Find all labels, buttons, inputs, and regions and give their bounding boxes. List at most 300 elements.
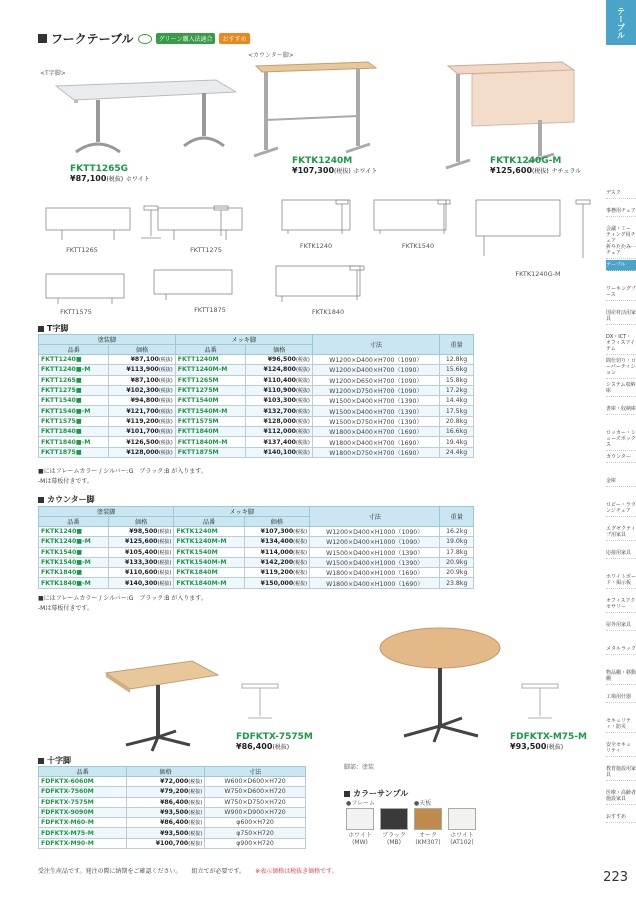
size-cell: W1800×D400×H1000（1690）: [310, 568, 440, 578]
column-header: 重量: [440, 507, 474, 527]
column-header: 寸法: [312, 335, 439, 355]
table-row: [39, 527, 474, 537]
model-cell: FKTK1240M-M: [174, 537, 244, 547]
model-cell: FDFKTX-M75-M: [39, 828, 127, 838]
price-value: ¥103,300: [263, 397, 296, 405]
table-row: [39, 427, 474, 437]
product-fktt1265g: [70, 164, 150, 183]
size-cell: W1500×D400×H1000（1390）: [310, 557, 440, 567]
table-row: [39, 787, 306, 797]
weight-cell: 24.4kg: [440, 447, 474, 457]
price-cell: [127, 828, 205, 838]
model-cell: FKTK1540M-M: [174, 557, 244, 567]
model-cell: FKTT1275M: [175, 385, 246, 395]
weight-cell: 20.9kg: [440, 557, 474, 567]
cross-leg-spec-table: [38, 766, 306, 849]
tax-label: (税抜): [158, 449, 173, 456]
price-value: ¥96,500: [267, 356, 296, 364]
counter-leg-spec-table: [38, 506, 474, 589]
weight-cell: 17.5kg: [440, 406, 474, 416]
column-header: 品番: [175, 345, 246, 355]
model-cell: FKTT1240■-M: [39, 365, 109, 375]
price-cell: [127, 807, 205, 817]
swatch-name: ホワイト: [348, 832, 372, 839]
price-value: ¥107,300: [260, 528, 294, 536]
model-cell: FKTT1240M: [175, 355, 246, 365]
price-cell: [108, 557, 173, 567]
swatch-name: ブラック: [382, 832, 406, 839]
size-cell: W1800×D400×H700（1690）: [312, 437, 439, 447]
product-fktk1240g-m: [490, 156, 581, 175]
price-cell: [108, 578, 173, 588]
diagram-label: FKTT1575: [60, 308, 92, 316]
model-cell: FKTK1840M-M: [174, 578, 244, 588]
table-row: [39, 416, 474, 426]
price-value: ¥140,100: [263, 448, 296, 456]
counter-leg-table-image: [250, 58, 380, 163]
sidebar-item[interactable]: 物品棚・移動棚: [606, 668, 636, 685]
price-cell: [109, 437, 175, 447]
price-value: ¥72,000: [160, 778, 189, 786]
recommend-badge: おすすめ: [219, 33, 249, 44]
price-cell: [246, 427, 312, 437]
tax-label: (税抜): [293, 570, 308, 577]
sidebar-item[interactable]: 医療・高齢者施設家具: [606, 788, 636, 805]
tax-label: (税抜): [157, 560, 172, 567]
product-price: ¥93,500: [510, 742, 547, 751]
diagram-label: FKTT1275: [190, 246, 222, 254]
price-cell: [246, 396, 312, 406]
tax-label: (税抜): [546, 744, 564, 751]
tax-label: (税抜): [293, 529, 308, 536]
column-header: 価格: [108, 517, 173, 527]
table-row: [39, 375, 474, 385]
table-row: [39, 365, 474, 375]
section-cross-leg: 十字脚: [38, 755, 71, 766]
column-header: 品番: [39, 517, 109, 527]
size-cell: W1800×D400×H700（1690）: [312, 427, 439, 437]
price-cell: [109, 375, 175, 385]
group-header: 塗装脚: [39, 507, 174, 517]
column-header: 重量: [440, 335, 474, 355]
tax-label: (税抜): [157, 580, 172, 587]
model-cell: FKTT1840M-M: [175, 437, 246, 447]
product-color: ホワイト: [125, 176, 150, 183]
table-row: [39, 406, 474, 416]
column-header: 寸法: [310, 507, 440, 527]
t-table-note-1: ■にはフレームカラー / シルバー:G ブラック:B が入ります。: [38, 468, 207, 475]
sidebar-item[interactable]: デスク: [606, 188, 636, 199]
product-price: ¥87,100: [70, 174, 107, 183]
model-cell: FKTT1875■: [39, 447, 109, 457]
price-value: ¥93,500: [160, 809, 189, 817]
tax-label: (税抜): [188, 799, 203, 806]
sidebar-current-tab[interactable]: テーブル: [606, 0, 636, 45]
table-row: [39, 355, 474, 365]
tax-label: (税抜): [157, 549, 172, 556]
sidebar-item[interactable]: おすすめ: [606, 812, 636, 823]
tax-label: (税抜): [295, 398, 310, 405]
sidebar-item[interactable]: メタルラック: [606, 644, 636, 655]
sidebar-item[interactable]: 安全セキュリティ: [606, 740, 636, 757]
product-fdfktx-7575m: [236, 732, 313, 751]
diagram-label: FKTK1240: [299, 242, 333, 250]
size-cell: W900×D900×H720: [205, 807, 306, 817]
weight-cell: 19.4kg: [440, 437, 474, 447]
price-value: ¥101,700: [126, 428, 159, 436]
weight-cell: 15.8kg: [440, 375, 474, 385]
size-cell: W1800×D750×H700（1690）: [312, 447, 439, 457]
price-cell: [108, 527, 173, 537]
sidebar-item[interactable]: 書庫・収納庫: [606, 404, 636, 415]
product-color: ホワイト: [353, 168, 378, 175]
price-cell: [108, 547, 173, 557]
product-fktk1240m: [292, 156, 377, 175]
model-cell: FDFKTX-6060M: [39, 777, 127, 787]
sidebar-item[interactable]: ホワイトボード・掲示板: [606, 572, 636, 589]
price-cell: [246, 375, 312, 385]
table-row: [39, 396, 474, 406]
sidebar-item[interactable]: 間仕切り・ローパーティション: [606, 356, 636, 379]
model-cell: FKTK1240■-M: [39, 537, 109, 547]
price-value: ¥128,000: [126, 448, 159, 456]
price-cell: [244, 578, 309, 588]
price-value: ¥98,500: [129, 528, 158, 536]
swatch-chip: [414, 808, 442, 830]
swatch-chip: [346, 808, 374, 830]
price-cell: [109, 355, 175, 365]
table-row: [39, 777, 306, 787]
model-cell: FKTT1540M-M: [175, 406, 246, 416]
group-header: メッキ脚: [174, 507, 310, 517]
size-cell: W1200×D400×H700（1090）: [312, 365, 439, 375]
size-cell: W750×D750×H720: [205, 797, 306, 807]
price-value: ¥124,800: [263, 366, 296, 374]
price-cell: [246, 385, 312, 395]
size-cell: W1800×D400×H1000（1690）: [310, 578, 440, 588]
sidebar-item[interactable]: 屋外用家具: [606, 620, 636, 631]
table-row: [39, 385, 474, 395]
footer-notes: [38, 866, 338, 875]
tax-label: (税抜): [188, 810, 203, 817]
price-value: ¥125,600: [124, 538, 158, 546]
price-value: ¥87,100: [130, 376, 159, 384]
top-label: ●天板: [414, 800, 432, 807]
price-value: ¥94,800: [130, 397, 159, 405]
sidebar-item[interactable]: 教育施設用家具: [606, 764, 636, 781]
tax-label: (税抜): [295, 439, 310, 446]
price-value: ¥142,200: [260, 559, 294, 567]
model-cell: FKTT1240M-M: [175, 365, 246, 375]
swatch-name: オーク: [418, 832, 437, 839]
round-cross-leg-table-image: [376, 626, 506, 746]
column-header: 品番: [174, 517, 244, 527]
model-cell: FKTT1840■: [39, 427, 109, 437]
weight-cell: 16.6kg: [440, 427, 474, 437]
tax-label: (税抜): [334, 168, 351, 175]
price-value: ¥93,500: [160, 829, 189, 837]
price-value: ¥132,700: [263, 407, 296, 415]
model-cell: FKTT1275■: [39, 385, 109, 395]
section-t-leg: T字脚: [38, 323, 68, 334]
price-value: ¥79,200: [160, 788, 189, 796]
price-cell: [246, 365, 312, 375]
tax-label: (税抜): [188, 820, 203, 827]
size-cell: W1200×D400×H1000（1090）: [310, 537, 440, 547]
sidebar-item[interactable]: 金庫: [606, 476, 636, 487]
tax-label: (税抜): [295, 429, 310, 436]
product-name: FKTK1240G-M: [490, 156, 562, 166]
table-row: [39, 557, 474, 567]
tax-label: (税抜): [295, 418, 310, 425]
t-leg-table-body: [39, 355, 474, 458]
weight-cell: 15.6kg: [440, 365, 474, 375]
price-value: ¥110,900: [263, 387, 296, 395]
price-cell: [246, 406, 312, 416]
tax-label: (税抜): [158, 429, 173, 436]
table-row: [39, 547, 474, 557]
model-cell: FKTK1840M: [174, 568, 244, 578]
price-cell: [127, 797, 205, 807]
t-table-note-2: -Mは幕板付きです。: [38, 478, 93, 485]
price-cell: [127, 777, 205, 787]
color-swatch: [414, 808, 442, 846]
table-row: [39, 578, 474, 588]
price-value: ¥112,000: [263, 428, 296, 436]
square-table-plan-diagram: [236, 678, 286, 728]
leg-finish-note: 脚部：塗装: [344, 764, 375, 771]
price-cell: [244, 568, 309, 578]
model-cell: FDFKTX-9090M: [39, 807, 127, 817]
assembly-note: 組立てが必要です。: [191, 868, 246, 875]
tax-label: (税抜): [188, 830, 203, 837]
price-value: ¥128,000: [263, 417, 296, 425]
model-cell: FDFKTX-M90-M: [39, 838, 127, 848]
model-cell: FKTK1540■-M: [39, 557, 109, 567]
size-cell: W1500×D400×H700（1390）: [312, 406, 439, 416]
price-cell: [109, 427, 175, 437]
tax-label: (税抜): [157, 529, 172, 536]
color-swatch: [346, 808, 374, 846]
price-value: ¥86,400: [160, 819, 189, 827]
color-swatch: [380, 808, 408, 846]
column-header: 寸法: [205, 767, 306, 777]
tax-label: (税抜): [188, 840, 203, 847]
tax-label: (税抜): [157, 570, 172, 577]
round-table-plan-diagram: [516, 678, 566, 728]
tax-label: (税抜): [158, 377, 173, 384]
sidebar-item[interactable]: 事務用チェア: [606, 206, 636, 217]
diagram-label: FKTT1875: [194, 306, 226, 314]
sidebar-item[interactable]: システム収納庫: [606, 380, 636, 397]
product-name: FKTT1265G: [70, 164, 129, 174]
color-swatch-row: [346, 808, 476, 846]
weight-cell: 14.4kg: [440, 396, 474, 406]
t-leg-label: <T字脚>: [40, 70, 66, 77]
k-table-note-1: ■にはフレームカラー / シルバー:G ブラック:B が入ります。: [38, 595, 207, 602]
sidebar-item[interactable]: DX・ICT・オフィスアイテム: [606, 332, 636, 355]
tax-label: (税抜): [158, 439, 173, 446]
sidebar-item[interactable]: オフィスアクセサリー: [606, 596, 636, 613]
sidebar-item[interactable]: ロッカー・シューズボックス: [606, 428, 636, 451]
price-value: ¥110,400: [263, 376, 296, 384]
tax-label: (税抜): [295, 367, 310, 374]
price-cell: [109, 385, 175, 395]
tax-label: (税抜): [106, 176, 124, 183]
model-cell: FKTT1575M: [175, 416, 246, 426]
column-header: 品番: [39, 767, 127, 777]
swatch-code: (KM307): [415, 839, 441, 846]
sidebar-item[interactable]: エグゼクティブ用家具: [606, 524, 636, 541]
table-row: [39, 828, 306, 838]
model-cell: FKTK1840■-M: [39, 578, 109, 588]
product-fdfktx-m75-m: [510, 732, 587, 751]
product-price: ¥125,600: [490, 166, 533, 175]
tax-label: (税抜): [295, 449, 310, 456]
price-cell: [127, 818, 205, 828]
model-cell: FDFKTX-7575M: [39, 797, 127, 807]
price-cell: [109, 365, 175, 375]
page-header: [38, 30, 250, 47]
price-cell: [244, 527, 309, 537]
price-value: ¥121,700: [126, 407, 159, 415]
price-cell: [127, 787, 205, 797]
price-cell: [244, 537, 309, 547]
price-value: ¥102,300: [126, 387, 159, 395]
cross-leg-table-body: [39, 777, 306, 849]
sidebar-item[interactable]: カウンター: [606, 452, 636, 463]
tax-label: (税抜): [293, 539, 308, 546]
tax-label: (税抜): [158, 398, 173, 405]
model-cell: FKTT1240■: [39, 355, 109, 365]
sidebar-item[interactable]: 工場用什器: [606, 692, 636, 703]
tax-label: (税抜): [295, 388, 310, 395]
column-header: 価格: [244, 517, 309, 527]
product-name: FDFKTX-M75-M: [510, 732, 587, 742]
price-cell: [127, 838, 205, 848]
weight-cell: 17.8kg: [440, 547, 474, 557]
swatch-code: (MW): [352, 839, 368, 846]
sidebar-item[interactable]: セキュリティ・防災: [606, 716, 636, 733]
group-header: メッキ脚: [175, 335, 312, 345]
price-value: ¥114,000: [260, 548, 294, 556]
order-note: 受注生産品です。発注の際に納期をご確認ください。: [38, 868, 182, 875]
column-header: 価格: [246, 345, 312, 355]
model-cell: FDFKTX-M60-M: [39, 818, 127, 828]
product-name: FKTK1240M: [292, 156, 353, 166]
weight-cell: 20.8kg: [440, 416, 474, 426]
tax-label: (税抜): [272, 744, 290, 751]
tax-label: (税抜): [188, 789, 203, 796]
model-cell: FKTT1540■-M: [39, 406, 109, 416]
sidebar-item[interactable]: テーブル: [606, 260, 636, 271]
model-cell: FKTK1240■: [39, 527, 109, 537]
square-cross-leg-table-image: [96, 655, 226, 755]
size-cell: W1500×D750×H700（1390）: [312, 416, 439, 426]
model-cell: FKTT1575■: [39, 416, 109, 426]
price-cell: [109, 396, 175, 406]
tax-label: (税抜): [295, 408, 310, 415]
price-value: ¥119,200: [260, 569, 294, 577]
model-cell: FKTK1840■: [39, 568, 109, 578]
price-cell: [109, 406, 175, 416]
page-number: 223: [603, 870, 628, 885]
sidebar-item[interactable]: ロビー・ラウンジチェア: [606, 500, 636, 517]
model-cell: FKTK1240M: [174, 527, 244, 537]
swatch-chip: [380, 808, 408, 830]
price-value: ¥119,200: [126, 417, 159, 425]
section-counter-leg: カウンター脚: [38, 494, 95, 505]
size-cell: W1500×D400×H700（1390）: [312, 396, 439, 406]
price-cell: [246, 416, 312, 426]
size-cell: φ600×H720: [205, 818, 306, 828]
tax-label: (税抜): [158, 388, 173, 395]
diagram-label: FKTK1240G-M: [515, 270, 561, 278]
sidebar-item[interactable]: 国産材活用家具: [606, 308, 636, 325]
t-leg-spec-table: [38, 334, 474, 458]
swatch-chip: [448, 808, 476, 830]
model-cell: FKTT1540M: [175, 396, 246, 406]
size-cell: φ750×H720: [205, 828, 306, 838]
tax-label: (税抜): [295, 357, 310, 364]
size-cell: W1200×D400×H700（1090）: [312, 355, 439, 365]
counter-leg-table-body: [39, 527, 474, 589]
size-cell: W1200×D750×H700（1090）: [312, 385, 439, 395]
sidebar-item[interactable]: ワーキングブース: [606, 284, 636, 301]
k-table-note-2: -Mは幕板付きです。: [38, 605, 93, 612]
diagram-label: FKTK1540: [401, 242, 435, 250]
product-price: ¥86,400: [236, 742, 273, 751]
sidebar-item[interactable]: 折りたたみチェア: [606, 242, 636, 259]
product-name: FDFKTX-7575M: [236, 732, 313, 742]
model-cell: FKTT1875M: [175, 447, 246, 457]
column-header: 価格: [109, 345, 175, 355]
weight-cell: 19.0kg: [440, 537, 474, 547]
price-value: ¥100,700: [155, 839, 189, 847]
size-cell: W750×D600×H720: [205, 787, 306, 797]
weight-cell: 17.2kg: [440, 385, 474, 395]
tax-label: (税抜): [157, 539, 172, 546]
tax-label: (税抜): [293, 560, 308, 567]
weight-cell: 20.9kg: [440, 568, 474, 578]
swatch-name: ホワイト: [450, 832, 474, 839]
weight-cell: 16.2kg: [440, 527, 474, 537]
page-title: フークテーブル: [51, 32, 134, 46]
green-purchase-badge: グリーン購入法適合: [156, 33, 216, 44]
table-row: [39, 447, 474, 457]
weight-cell: 23.8kg: [440, 578, 474, 588]
tax-label: (税抜): [158, 418, 173, 425]
price-value: ¥137,400: [263, 438, 296, 446]
sidebar-item[interactable]: 応接用家具: [606, 548, 636, 559]
table-row: [39, 838, 306, 848]
title-bullet: [38, 34, 47, 43]
model-cell: FKTK1540■: [39, 547, 109, 557]
price-value: ¥105,400: [124, 548, 158, 556]
price-value: ¥133,300: [124, 559, 158, 567]
weight-cell: 12.8kg: [440, 355, 474, 365]
color-swatch: [448, 808, 476, 846]
sidebar-item[interactable]: 会議・ミーティング用チェア: [606, 224, 636, 247]
tax-label: (税抜): [158, 367, 173, 374]
size-cell: W1200×D400×H1000（1090）: [310, 527, 440, 537]
counter-leg-label: <カウンター脚>: [248, 52, 294, 59]
model-cell: FKTT1265M: [175, 375, 246, 385]
price-cell: [246, 355, 312, 365]
price-value: ¥126,500: [126, 438, 159, 446]
price-value: ¥113,900: [126, 366, 159, 374]
table-row: [39, 807, 306, 817]
